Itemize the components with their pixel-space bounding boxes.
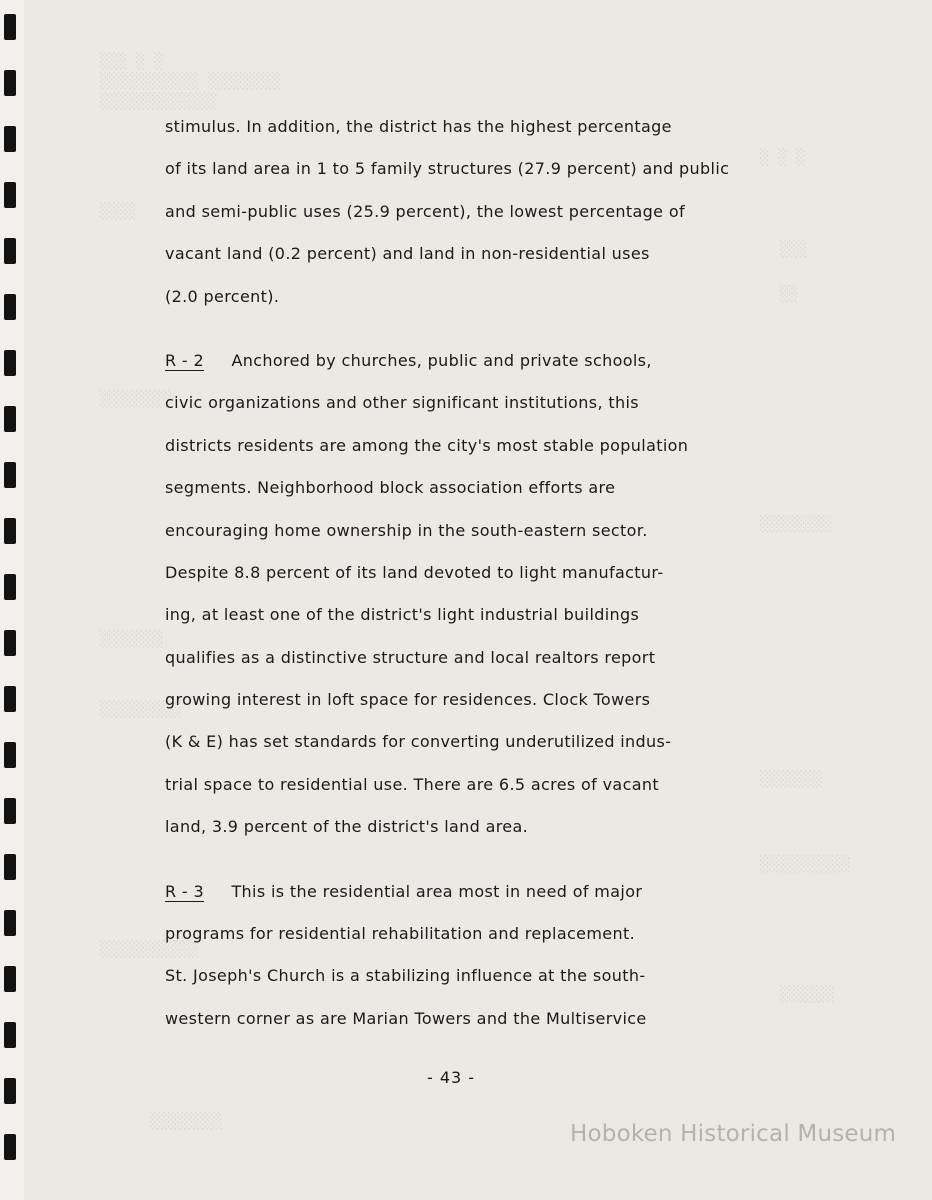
text-line: Anchored by churches, public and private schools, <box>231 350 652 370</box>
binding-ring <box>4 686 16 712</box>
district-label-r2: R - 2 <box>165 350 204 370</box>
section-r2 <box>165 346 845 855</box>
section-r3 <box>165 877 845 1047</box>
paragraph-intro <box>165 112 845 324</box>
binding-ring <box>4 742 16 768</box>
binding-ring <box>4 910 16 936</box>
binding-ring <box>4 350 16 376</box>
binding-ring <box>4 574 16 600</box>
text-line: (K & E) has set standards for converting underutilized indus- <box>165 732 672 752</box>
binding-ring <box>4 854 16 880</box>
binding-ring <box>4 238 16 264</box>
text-line: This is the residential area most in need of major <box>231 881 643 901</box>
text-line: civic organizations and other significant institutions, this <box>165 393 639 413</box>
binding-ring <box>4 70 16 96</box>
district-label-r3: R - 3 <box>165 881 204 901</box>
text-line: and semi-public uses (25.9 percent), the lowest percentage of <box>165 201 685 221</box>
binding-ring <box>4 966 16 992</box>
text-line: western corner as are Marian Towers and the Multiservice <box>165 1008 647 1028</box>
text-line: (2.0 percent). <box>165 286 280 306</box>
binding-ring <box>4 182 16 208</box>
spiral-binding <box>0 0 24 1200</box>
museum-watermark: Hoboken Historical Museum <box>570 1121 897 1147</box>
text-line: qualifies as a distinctive structure and local realtors report <box>165 647 656 667</box>
text-line: Despite 8.8 percent of its land devoted to light manufactur- <box>165 562 664 582</box>
text-line: stimulus. In addition, the district has the highest percentage <box>165 117 672 136</box>
binding-ring <box>4 462 16 488</box>
binding-ring <box>4 1134 16 1160</box>
text-line: vacant land (0.2 percent) and land in non-residential uses <box>165 244 650 264</box>
text-line: encouraging home ownership in the south-eastern sector. <box>165 520 648 540</box>
text-line: trial space to residential use. There are 6.5 acres of vacant <box>165 774 659 794</box>
binding-ring <box>4 630 16 656</box>
binding-ring <box>4 1078 16 1104</box>
text-line: segments. Neighborhood block association efforts are <box>165 478 616 498</box>
text-line: St. Joseph's Church is a stabilizing influence at the south- <box>165 966 646 986</box>
binding-ring <box>4 1022 16 1048</box>
binding-ring <box>4 406 16 432</box>
binding-ring <box>4 798 16 824</box>
page-number: - 43 - <box>427 1068 476 1087</box>
binding-ring <box>4 294 16 320</box>
page-body <box>165 112 845 1046</box>
text-line: ing, at least one of the district's light industrial buildings <box>165 605 640 625</box>
binding-ring <box>4 14 16 40</box>
text-line: growing interest in loft space for residences. Clock Towers <box>165 690 651 710</box>
text-line: programs for residential rehabilitation and replacement. <box>165 924 636 944</box>
text-line: of its land area in 1 to 5 family structures (27.9 percent) and public <box>165 159 730 179</box>
text-line: land, 3.9 percent of the district's land area. <box>165 817 529 837</box>
binding-ring <box>4 518 16 544</box>
text-line: districts residents are among the city's most stable population <box>165 435 689 455</box>
binding-ring <box>4 126 16 152</box>
